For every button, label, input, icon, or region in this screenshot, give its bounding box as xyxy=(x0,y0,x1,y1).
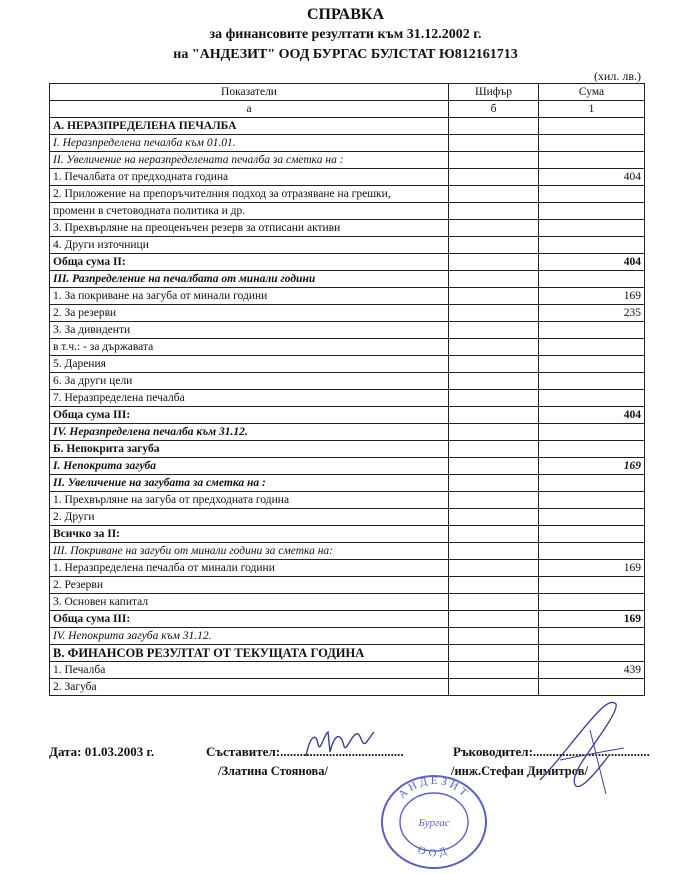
table-row xyxy=(50,186,645,203)
row-code xyxy=(449,424,539,441)
row-code xyxy=(449,441,539,458)
table-row xyxy=(50,611,645,628)
table-row xyxy=(50,118,645,135)
row-code xyxy=(449,645,539,662)
row-code xyxy=(449,662,539,679)
row-sum xyxy=(539,526,645,543)
table-row xyxy=(50,288,645,305)
row-sum xyxy=(539,509,645,526)
table-row xyxy=(50,509,645,526)
seal-top-text: АНДЕЗИТ xyxy=(396,774,472,801)
row-code xyxy=(449,271,539,288)
row-sum xyxy=(539,577,645,594)
row-code xyxy=(449,560,539,577)
seal-center-text: Бургас xyxy=(418,817,450,829)
row-code xyxy=(449,373,539,390)
subheader-a: а xyxy=(50,101,449,118)
row-label: А. НЕРАЗПРЕДЕЛЕНА ПЕЧАЛБА xyxy=(50,118,449,135)
row-label: Обща сума II: xyxy=(50,254,449,271)
table-row xyxy=(50,577,645,594)
table-row xyxy=(50,305,645,322)
row-sum xyxy=(539,373,645,390)
row-label: 6. За други цели xyxy=(50,373,449,390)
row-label: IV. Неразпределена печалба към 31.12. xyxy=(50,424,449,441)
row-sum: 169 xyxy=(539,288,645,305)
subheader-1: 1 xyxy=(539,101,645,118)
table-row xyxy=(50,645,645,662)
row-label: IV. Непокрита загуба към 31.12. xyxy=(50,628,449,645)
row-sum xyxy=(539,645,645,662)
row-code xyxy=(449,628,539,645)
row-sum xyxy=(539,441,645,458)
seal-bottom-text: ООД xyxy=(416,843,452,860)
row-code xyxy=(449,526,539,543)
table-row xyxy=(50,475,645,492)
company-line: на "АНДЕЗИТ" ООД БУРГАС БУЛСТАТ Ю812161713 xyxy=(173,47,518,62)
row-label: 4. Други източници xyxy=(50,237,449,254)
row-label: 2. Резерви xyxy=(50,577,449,594)
row-code xyxy=(449,492,539,509)
row-code xyxy=(449,509,539,526)
row-sum xyxy=(539,220,645,237)
table-row xyxy=(50,356,645,373)
table-row xyxy=(50,526,645,543)
table-row xyxy=(50,628,645,645)
table-row xyxy=(50,152,645,169)
row-code xyxy=(449,288,539,305)
row-label: I. Непокрита загуба xyxy=(50,458,449,475)
row-label: 1. Печалбата от предходната година xyxy=(50,169,449,186)
director-signature xyxy=(520,690,640,800)
row-code xyxy=(449,407,539,424)
table-row xyxy=(50,492,645,509)
document-date: Дата: 01.03.2003 г. xyxy=(49,744,155,759)
table-row xyxy=(50,441,645,458)
row-code xyxy=(449,118,539,135)
row-label: II. Увеличение на загубата за сметка на : xyxy=(50,475,449,492)
row-sum: 169 xyxy=(539,560,645,577)
table-row xyxy=(50,458,645,475)
document-title: СПРАВКА xyxy=(306,6,385,23)
row-label: III. Разпределение на печалбата от минали години xyxy=(50,271,449,288)
row-code xyxy=(449,390,539,407)
table-row xyxy=(50,560,645,577)
table-row xyxy=(50,339,645,356)
row-label: 1. Печалба xyxy=(50,662,449,679)
row-label: 2. Загуба xyxy=(50,679,449,696)
table-row xyxy=(50,390,645,407)
director-name: /инж.Стефан Димитров/ xyxy=(451,764,588,778)
table-header-row xyxy=(50,84,645,101)
row-sum: 404 xyxy=(539,169,645,186)
row-sum xyxy=(539,424,645,441)
row-sum xyxy=(539,543,645,560)
row-code xyxy=(449,305,539,322)
row-label: III. Покриване на загуби от минали години за сметка на: xyxy=(50,543,449,560)
row-label: II. Увеличение на неразпределената печалба за сметка на : xyxy=(50,152,449,169)
table-row xyxy=(50,135,645,152)
svg-text:ООД xyxy=(416,844,452,859)
row-code xyxy=(449,220,539,237)
row-code xyxy=(449,152,539,169)
row-label: Обща сума III: xyxy=(50,611,449,628)
row-sum xyxy=(539,271,645,288)
table-row xyxy=(50,662,645,679)
row-code xyxy=(449,322,539,339)
table-row xyxy=(50,203,645,220)
row-label: 1. За покриване на загуба от минали години xyxy=(50,288,449,305)
table-row xyxy=(50,407,645,424)
table-row xyxy=(50,322,645,339)
row-label: промени в счетоводната политика и др. xyxy=(50,203,449,220)
row-sum: 439 xyxy=(539,662,645,679)
row-label: Б. Непокрита загуба xyxy=(50,441,449,458)
row-sum: 169 xyxy=(539,611,645,628)
row-label: Обща сума III: xyxy=(50,407,449,424)
row-sum xyxy=(539,390,645,407)
row-sum xyxy=(539,475,645,492)
financial-results-table xyxy=(49,83,645,696)
row-label: 2. Други xyxy=(50,509,449,526)
row-label: I. Неразпределена печалба към 01.01. xyxy=(50,135,449,152)
row-sum xyxy=(539,594,645,611)
row-label: 3. Прехвърляне на преоценъчен резерв за отписани активи xyxy=(50,220,449,237)
header-indicators: Показатели xyxy=(50,84,449,101)
row-label: 7. Неразпределена печалба xyxy=(50,390,449,407)
row-code xyxy=(449,458,539,475)
row-label: 1. Неразпределена печалба от минали години xyxy=(50,560,449,577)
table-subheader-row xyxy=(50,101,645,118)
table-row xyxy=(50,373,645,390)
row-code xyxy=(449,356,539,373)
document-subtitle: за финансовите резултати към 31.12.2002 г. xyxy=(209,27,482,42)
header-sum: Сума xyxy=(539,84,645,101)
director-label: Ръководител:.................................... xyxy=(453,744,650,759)
header-code: Шифър xyxy=(449,84,539,101)
compiler-label: Съставител:...................................... xyxy=(206,744,404,759)
row-label: 3. Основен капитал xyxy=(50,594,449,611)
row-label: в т.ч.: - за държавата xyxy=(50,339,449,356)
row-code xyxy=(449,339,539,356)
row-label: 2. За резерви xyxy=(50,305,449,322)
row-sum xyxy=(539,118,645,135)
table-row xyxy=(50,169,645,186)
row-sum: 404 xyxy=(539,407,645,424)
compiler-name: /Златина Стоянова/ xyxy=(218,764,328,778)
row-sum xyxy=(539,628,645,645)
row-label: 1. Прехвърляне на загуба от предходната година xyxy=(50,492,449,509)
row-code xyxy=(449,135,539,152)
row-label: 3. За дивиденти xyxy=(50,322,449,339)
row-sum xyxy=(539,492,645,509)
table-row xyxy=(50,254,645,271)
row-label: 2. Приложение на препоръчителния подход за отразяване на грешки, xyxy=(50,186,449,203)
row-sum xyxy=(539,152,645,169)
row-code xyxy=(449,203,539,220)
row-code xyxy=(449,594,539,611)
row-code xyxy=(449,186,539,203)
row-sum xyxy=(539,203,645,220)
row-sum xyxy=(539,237,645,254)
unit-label: (хил. лв.) xyxy=(593,69,641,83)
row-code xyxy=(449,475,539,492)
table-row xyxy=(50,543,645,560)
table-row xyxy=(50,220,645,237)
subheader-b: б xyxy=(449,101,539,118)
row-code xyxy=(449,169,539,186)
table-row xyxy=(50,237,645,254)
svg-text:АНДЕЗИТ xyxy=(396,775,471,801)
row-code xyxy=(449,254,539,271)
table-row xyxy=(50,424,645,441)
row-sum xyxy=(539,186,645,203)
table-row xyxy=(50,271,645,288)
row-sum: 235 xyxy=(539,305,645,322)
row-sum xyxy=(539,356,645,373)
row-label: В. ФИНАНСОВ РЕЗУЛТАТ ОТ ТЕКУЩАТА ГОДИНА xyxy=(50,645,449,662)
row-label: Всичко за II: xyxy=(50,526,449,543)
company-seal xyxy=(378,770,490,870)
row-code xyxy=(449,577,539,594)
row-code xyxy=(449,543,539,560)
compiler-signature xyxy=(300,726,380,762)
row-label: 5. Дарения xyxy=(50,356,449,373)
row-sum: 404 xyxy=(539,254,645,271)
row-sum: 169 xyxy=(539,458,645,475)
row-code xyxy=(449,611,539,628)
row-code xyxy=(449,237,539,254)
row-sum xyxy=(539,322,645,339)
table-row xyxy=(50,594,645,611)
row-sum xyxy=(539,339,645,356)
row-sum xyxy=(539,135,645,152)
